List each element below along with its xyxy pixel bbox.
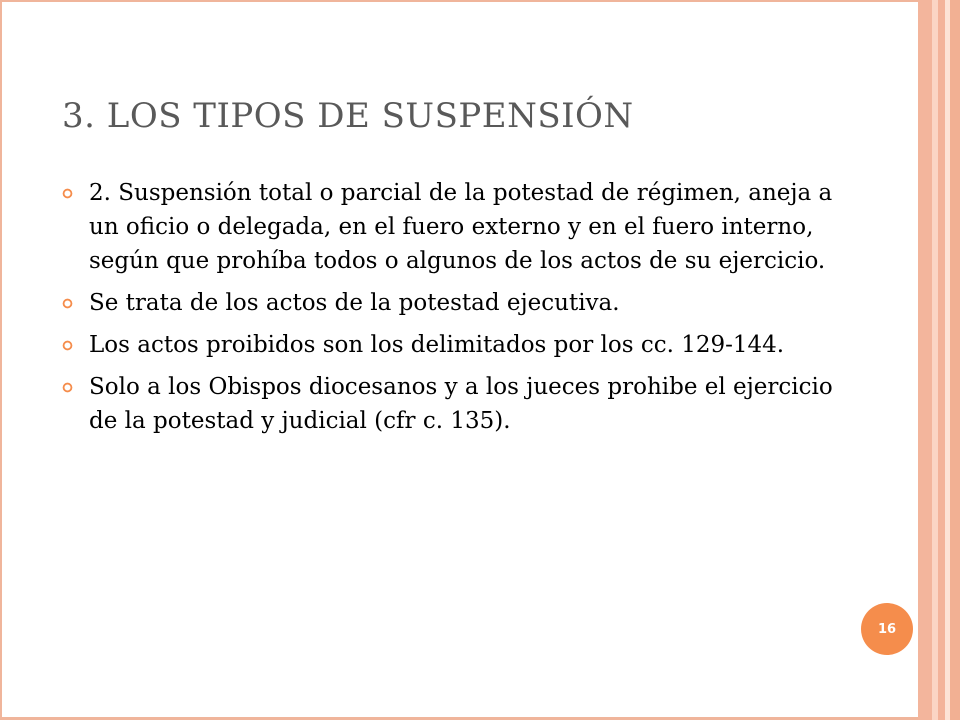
bullet-item	[62, 328, 852, 362]
decorative-stripes	[918, 0, 960, 720]
bullet-text: Se trata de los actos de la potestad ejecutiva.	[89, 290, 620, 316]
bullet-text: Solo a los Obispos diocesanos y a los jueces prohibe el ejercicio de la potestad y judicial (cfr c. 135).	[89, 374, 833, 434]
bullet-list	[62, 176, 852, 446]
stripe	[950, 0, 960, 720]
slide-title: 3. LOS TIPOS DE SUSPENSIÓN	[62, 96, 634, 136]
bullet-item	[62, 286, 852, 320]
open-circle-bullet-icon	[62, 188, 73, 199]
slide-border-left	[0, 0, 2, 720]
stripe	[918, 0, 932, 720]
open-circle-bullet-icon	[62, 382, 73, 393]
page-number-badge: 16	[861, 603, 913, 655]
bullet-text: Los actos proibidos son los delimitados por los cc. 129-144.	[89, 332, 785, 358]
bullet-item	[62, 176, 852, 278]
open-circle-bullet-icon	[62, 298, 73, 309]
open-circle-bullet-icon	[62, 340, 73, 351]
bullet-text: 2. Suspensión total o parcial de la potestad de régimen, aneja a un oficio o delegada, en el fuero externo y en el fuero interno, según que prohíba todos o algunos de los actos de su ejercicio.	[89, 180, 833, 274]
stripe	[938, 0, 945, 720]
slide-border-top	[0, 0, 920, 2]
bullet-item	[62, 370, 852, 438]
